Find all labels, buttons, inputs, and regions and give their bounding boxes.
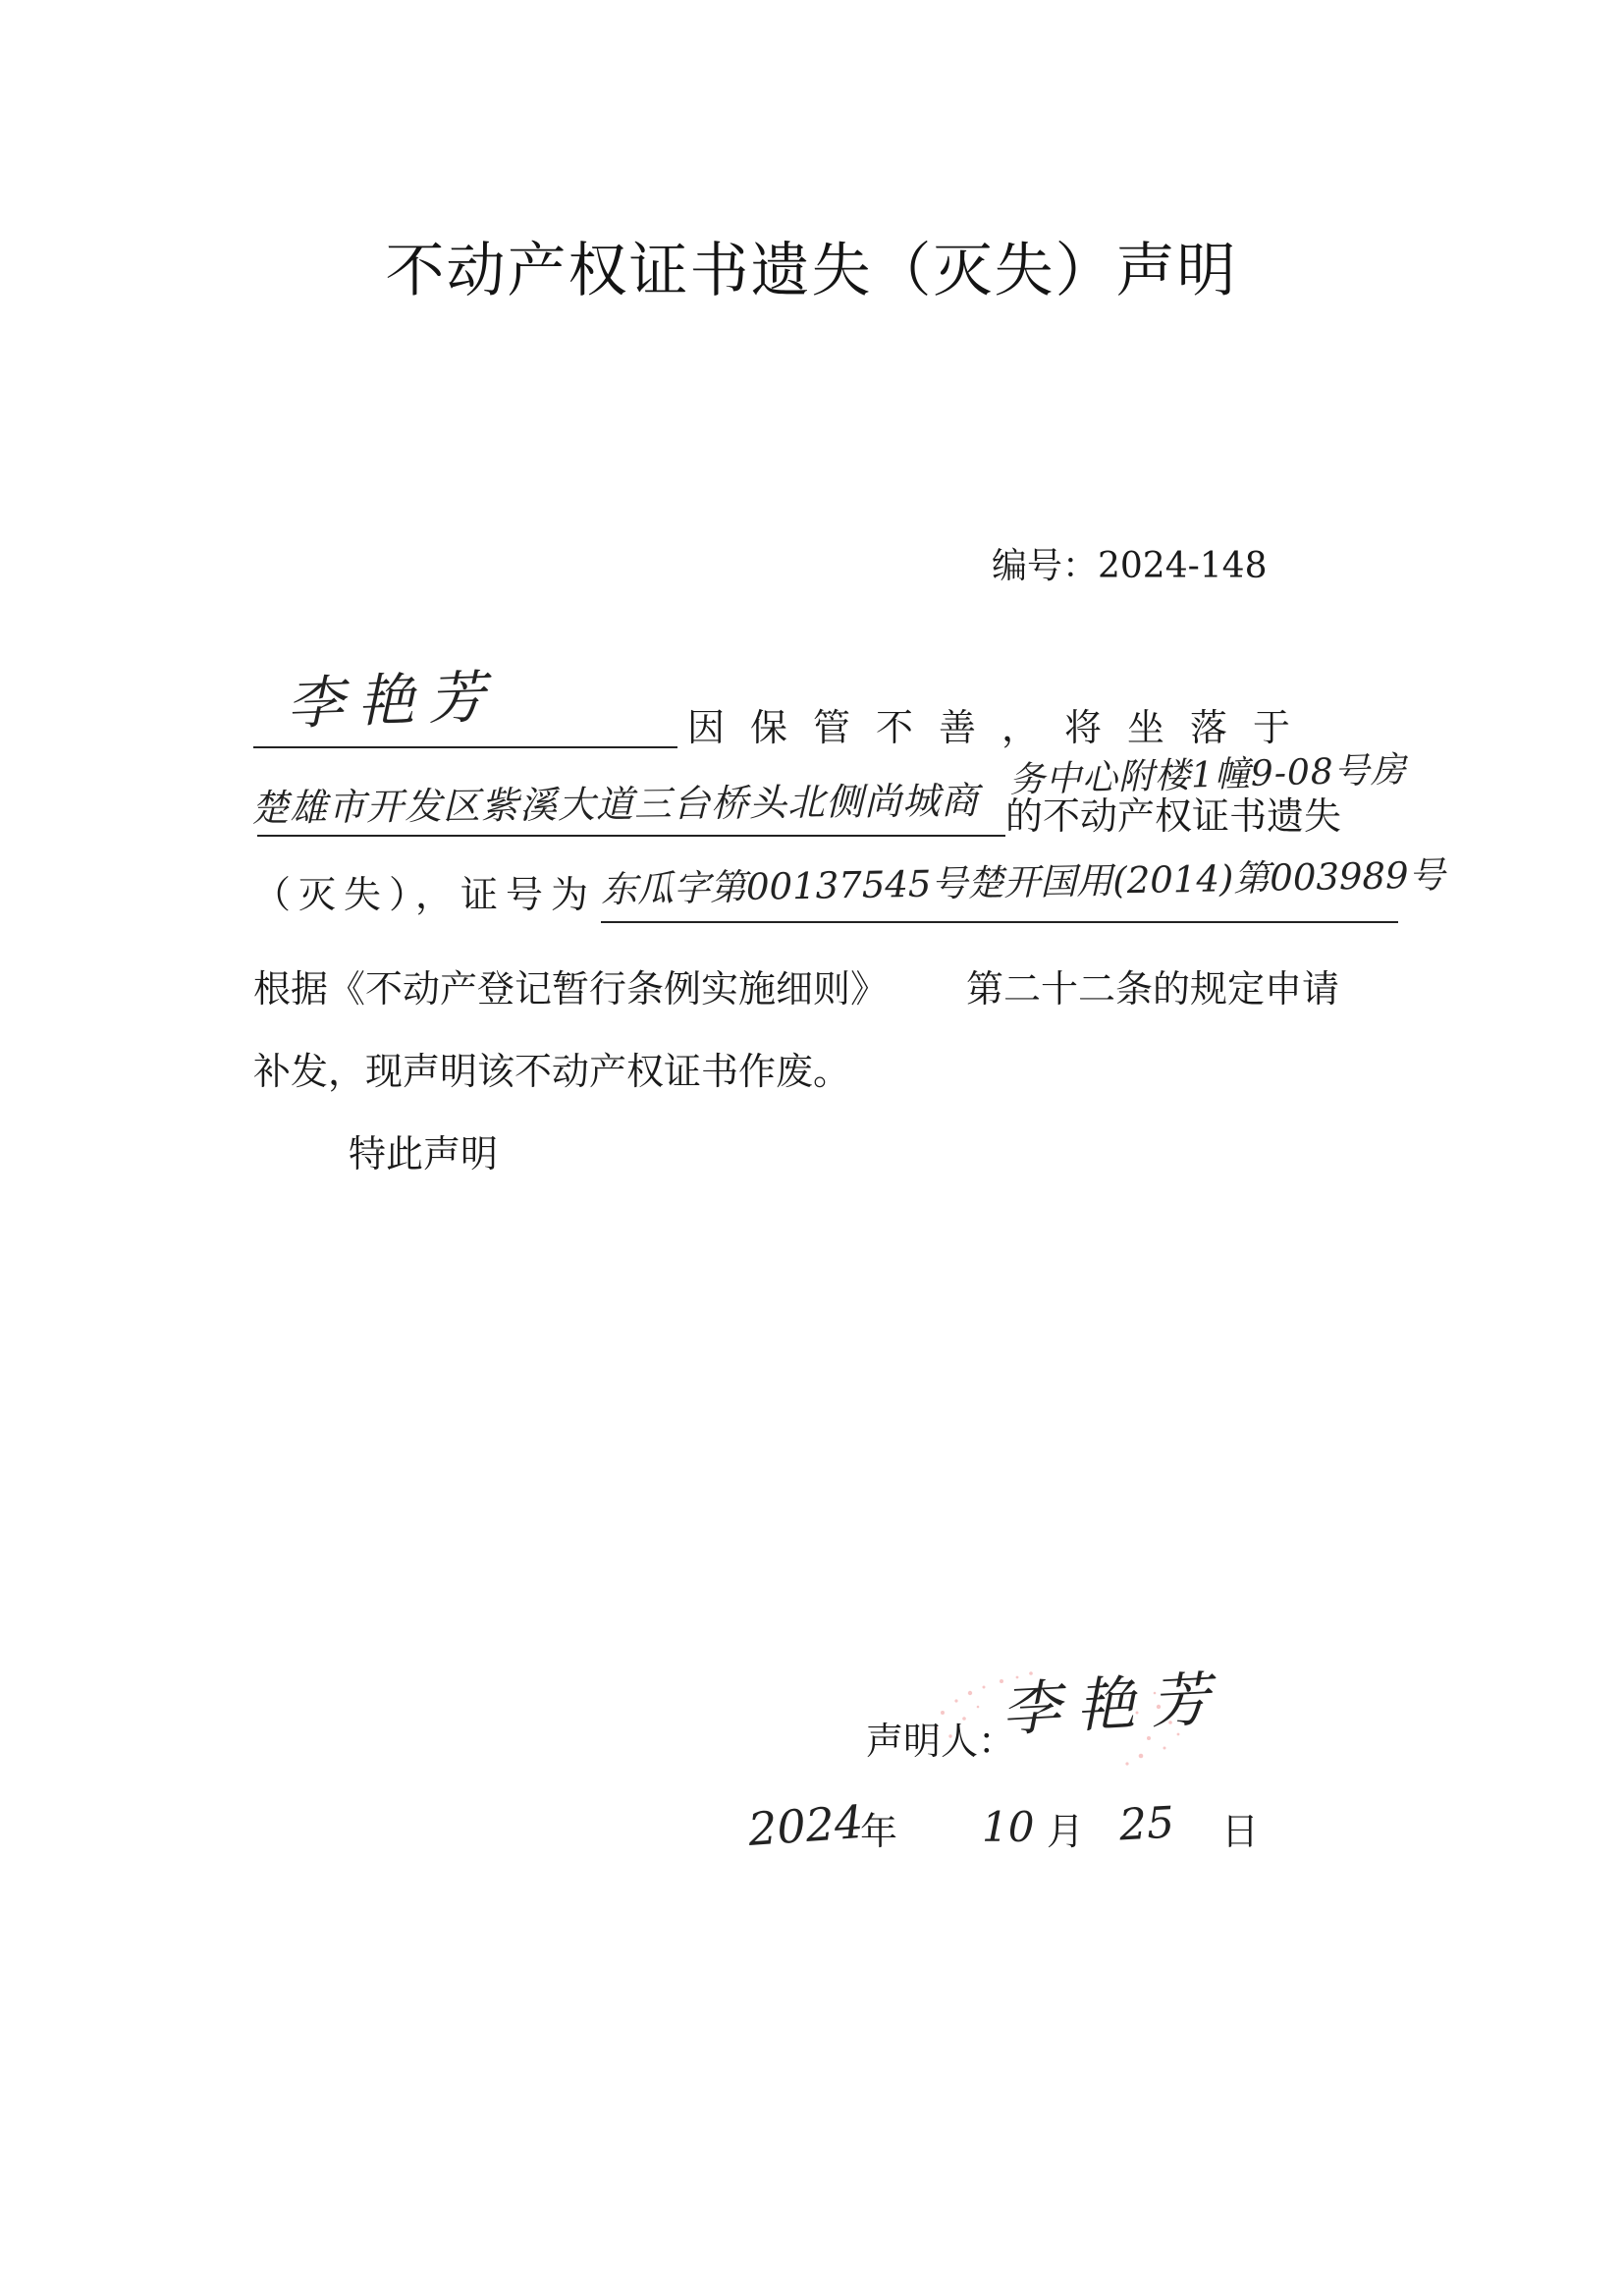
date-month-handwritten: 10 — [982, 1803, 1035, 1851]
lost-text: （灭失），证号为 — [253, 873, 597, 916]
location-handwritten-line1: 楚雄市开发区紫溪大道三台桥头北侧尚城商 — [250, 779, 980, 830]
day-label: 日 — [1221, 1810, 1260, 1853]
certificate-number-underline — [601, 921, 1398, 923]
owner-name-underline — [253, 746, 677, 748]
location-underline — [257, 835, 1005, 837]
declarant-signature: 李艳芳 — [1000, 1665, 1227, 1745]
after-location-text: 的不动产权证书遗失 — [1005, 794, 1342, 838]
closing-text: 特此声明 — [349, 1132, 499, 1175]
date-day-handwritten: 25 — [1117, 1797, 1176, 1851]
year-label: 年 — [860, 1810, 898, 1853]
article-text: 第二十二条的规定申请 — [966, 967, 1340, 1011]
declarant-label: 声明人： — [866, 1720, 1016, 1763]
certificate-number-handwritten: 东瓜字第00137545号楚开国用(2014)第003989号 — [600, 853, 1445, 911]
location-handwritten-line2: 务中心附楼1幢9-08号房 — [1008, 749, 1408, 801]
month-label: 月 — [1047, 1810, 1085, 1853]
reason-text: 因保管不善，将坐落于 — [687, 706, 1317, 749]
regulation-text: 根据《不动产登记暂行条例实施细则》 — [253, 967, 889, 1011]
owner-name-handwritten: 李艳芳 — [285, 663, 501, 738]
document-title: 不动产权证书遗失（灭失）声明 — [385, 237, 1238, 305]
document-number: 编号：2024-148 — [992, 546, 1268, 586]
date-year-handwritten: 2024 — [746, 1794, 865, 1857]
reissue-text: 补发，现声明该不动产权证书作废。 — [253, 1050, 851, 1093]
